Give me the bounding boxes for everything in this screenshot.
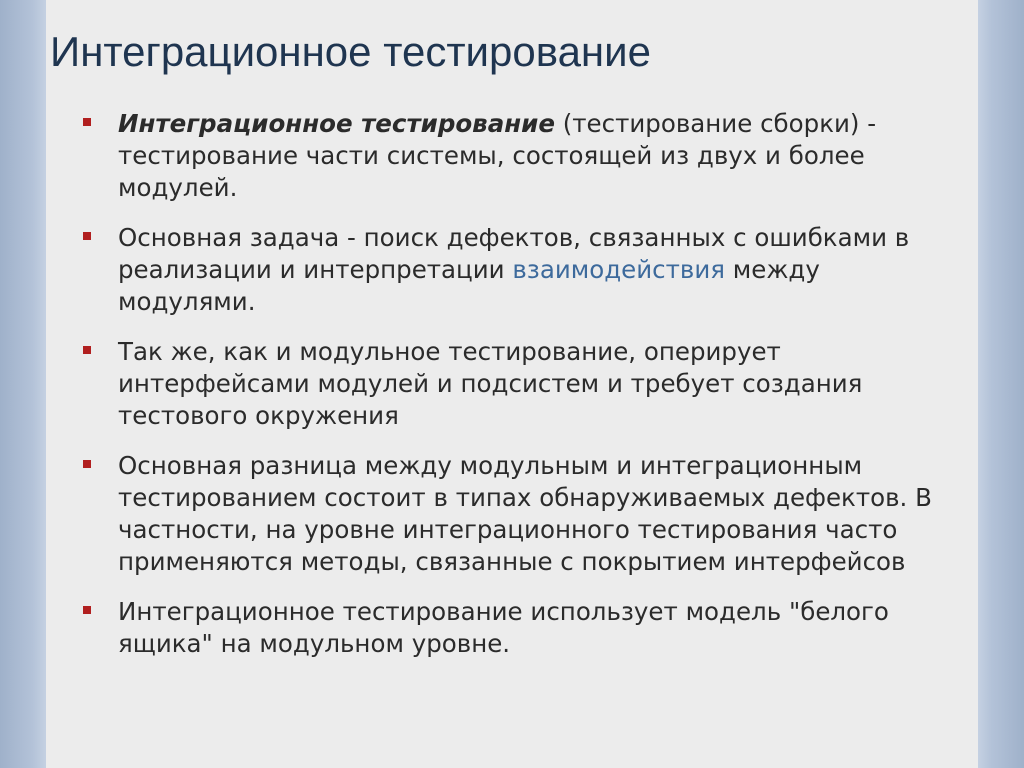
left-decorative-bar [0, 0, 46, 768]
bullet-item [80, 450, 960, 578]
bullet-item [80, 596, 960, 660]
bullet-text: Так же, как и модульное тестирование, оперирует интерфейсами модулей и подсистем и требует создания тестового окружения [118, 337, 863, 430]
square-bullet-icon [83, 460, 91, 468]
bullet-text: Основная разница между модульным и интеграционным тестированием состоит в типах обнаруживаемых дефектов. В частности, на уровне интеграционного тестирования часто применяются методы, связанные с покрытием интерфейсов [118, 451, 932, 576]
bullet-list [80, 108, 960, 678]
right-decorative-bar [978, 0, 1024, 768]
bullet-text: Интеграционное тестирование использует модель "белого ящика" на модульном уровне. [118, 597, 889, 658]
highlighted-term: взаимодействия [512, 255, 726, 284]
bullet-text: Основная задача - поиск дефектов, связанных с ошибками в реализации и интерпретации [118, 223, 910, 284]
bullet-text: (тестирование сборки) - тестирование части системы, состоящей из двух и более модулей. [118, 109, 877, 202]
bullet-text: между модулями. [118, 255, 820, 316]
bullet-item [80, 108, 960, 204]
bullet-item [80, 222, 960, 318]
square-bullet-icon [83, 118, 91, 126]
slide [46, 0, 978, 768]
bullet-item [80, 336, 960, 432]
square-bullet-icon [83, 606, 91, 614]
square-bullet-icon [83, 346, 91, 354]
square-bullet-icon [83, 232, 91, 240]
slide-title: Интеграционное тестирование [50, 28, 651, 75]
bullet-term: Интеграционное тестирование [118, 109, 555, 138]
